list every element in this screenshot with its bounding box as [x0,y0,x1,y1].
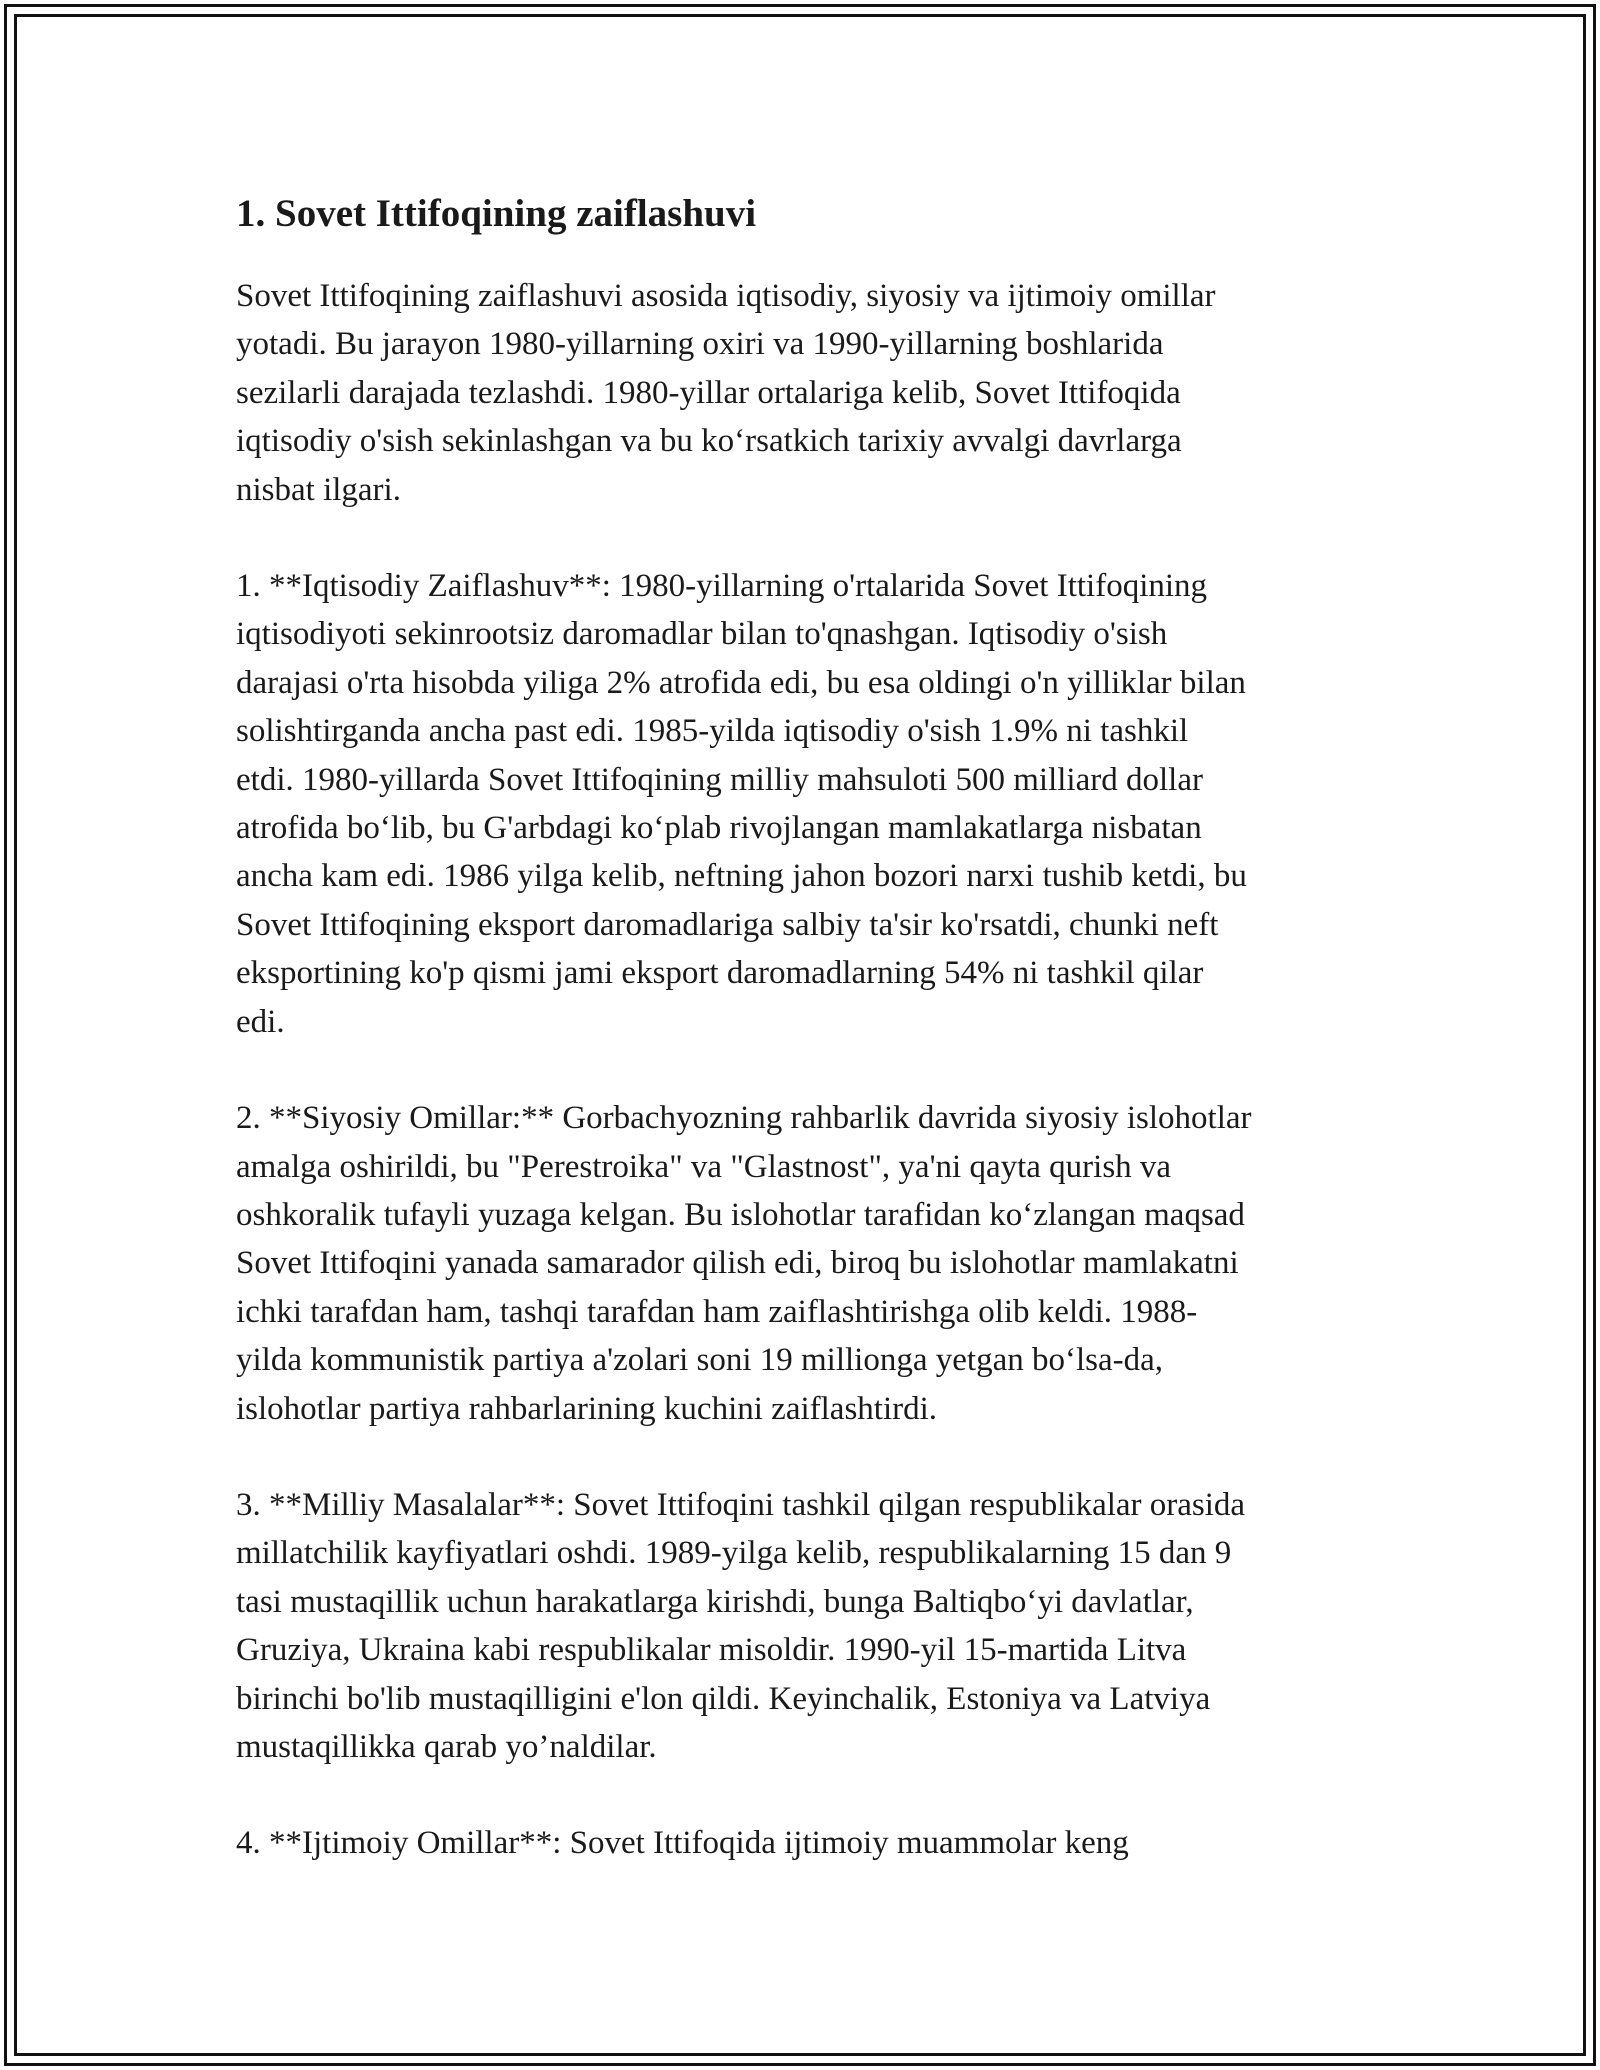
paragraph-line: 3. **Milliy Masalalar**: Sovet Ittifoqini tashkil qilgan respublikalar orasida [236,1486,1246,1523]
paragraph-line: mustaqillikka qarab yo’naldilar. [236,1728,657,1765]
paragraph-line: 2. **Siyosiy Omillar:** Gorbachyozning rahbarlik davrida siyosiy islohotlar [236,1100,1252,1137]
paragraph-line: 1. **Iqtisodiy Zaiflashuv**: 1980-yillarning o'rtalarida Sovet Ittifoqining [236,568,1208,605]
paragraph-line: eksportining ko'p qismi jami eksport daromadlarning 54% ni tashkil qilar [236,955,1204,992]
paragraph-line: etdi. 1980-yillarda Sovet Ittifoqining milliy mahsuloti 500 milliard dollar [236,761,1203,798]
section-heading: 1. Sovet Ittifoqining zaiflashuvi [236,192,757,235]
paragraph-line: iqtisodiyoti sekinrootsiz daromadlar bilan to'qnashgan. Iqtisodiy o'sish [236,616,1168,653]
social-factors-paragraph [236,1819,1376,1867]
paragraph-line: yilda kommunistik partiya a'zolari soni 19 millionga yetgan boʻlsa-da, [236,1342,1163,1379]
paragraph-line: sezilarli darajada tezlashdi. 1980-yillar ortalariga kelib, Sovet Ittifoqida [236,374,1181,411]
paragraph-line: birinchi bo'lib mustaqilligini e'lon qildi. Keyinchalik, Estoniya va Latviya [236,1680,1211,1717]
document-body [236,186,1376,1916]
paragraph-line: oshkoralik tufayli yuzaga kelgan. Bu islohotlar tarafidan koʻzlangan maqsad [236,1196,1245,1233]
paragraph-line: Sovet Ittifoqining zaiflashuvi asosida iqtisodiy, siyosiy va ijtimoiy omillar [236,278,1216,314]
paragraph-line: ichki tarafdan ham, tashqi tarafdan ham zaiflashtirishga olib keldi. 1988- [236,1293,1198,1330]
paragraph-line: Sovet Ittifoqini yanada samarador qilish edi, biroq bu islohotlar mamlakatni [236,1245,1239,1282]
paragraph-line: tasi mustaqillik uchun harakatlarga kirishdi, bunga Baltiqboʻyi davlatlar, [236,1583,1194,1620]
political-factors-paragraph [236,1094,1376,1433]
paragraph-line: yotadi. Bu jarayon 1980-yillarning oxiri va 1990-yillarning boshlarida [236,326,1164,363]
paragraph-line: Sovet Ittifoqining eksport daromadlariga salbiy ta'sir ko'rsatdi, chunki neft [236,906,1219,943]
paragraph-line: iqtisodiy o'sish sekinlashgan va bu koʻrsatkich tarixiy avvalgi davrlarga [236,423,1182,460]
national-issues-paragraph [236,1481,1376,1771]
paragraph-line: solishtirganda ancha past edi. 1985-yilda iqtisodiy o'sish 1.9% ni tashkil [236,713,1189,750]
paragraph-line: Gruziya, Ukraina kabi respublikalar misoldir. 1990-yil 15-martida Litva [236,1632,1187,1669]
paragraph-line: millatchilik kayfiyatlari oshdi. 1989-yilga kelib, respublikalarning 15 dan 9 [236,1535,1232,1572]
paragraph-line: 4. **Ijtimoiy Omillar**: Sovet Ittifoqida ijtimoiy muammolar keng [236,1825,1129,1862]
paragraph-line: edi. [236,1003,285,1040]
economic-factors-paragraph [236,562,1376,1046]
paragraph-line: atrofida boʻlib, bu G'arbdagi koʻplab rivojlangan mamlakatlarga nisbatan [236,810,1202,847]
paragraph-line: nisbat ilgari. [236,471,401,508]
intro-paragraph [236,272,1376,514]
paragraph-line: ancha kam edi. 1986 yilga kelib, neftning jahon bozori narxi tushib ketdi, bu [236,858,1247,895]
paragraph-line: amalga oshirildi, bu "Perestroika" va "Glastnost", ya'ni qayta qurish va [236,1148,1172,1185]
paragraph-line: darajasi o'rta hisobda yiliga 2% atrofida edi, bu esa oldingi o'n yilliklar bilan [236,664,1246,701]
paragraph-line: islohotlar partiya rahbarlarining kuchini zaiflashtirdi. [236,1390,938,1427]
